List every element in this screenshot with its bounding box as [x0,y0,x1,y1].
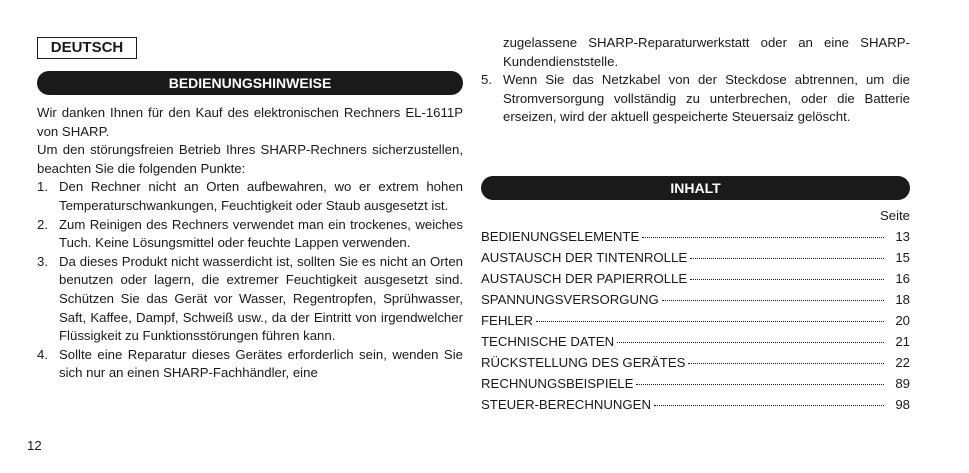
toc-entry [481,270,910,291]
list-item [481,71,910,127]
list-number: 3. [37,253,48,269]
toc-entry-page: 13 [895,229,910,244]
intro-paragraph-1: Wir danken Ihnen für den Kauf des elektronischen Rechners EL-1611P von SHARP. [37,105,463,139]
page-number: 12 [27,438,42,453]
list-text: Da dieses Produkt nicht wasserdicht ist, sollten Sie es nicht an Orten benutzen oder lagern, die extremer Feuchtigkeit ausgesetzt sind. Schützen Sie das Gerät vor Wasser, Regentropfen, Sprühwasser, Saft, Kaffee, Dampf, Schweiß usw., da der Eintritt von irgendwelcher Flüssigkeit zu Funktionsstörungen führen kann. [59,253,463,344]
toc-entry-title: AUSTAUSCH DER PAPIERROLLE [481,271,688,286]
toc-leader-dots [642,237,884,238]
item-4-continuation: zugelassene SHARP-Reparaturwerkstatt oder an eine SHARP-Kundendienststelle. [503,35,910,69]
toc-entry [481,333,910,354]
toc-entry-page: 15 [895,250,910,265]
toc-entry-page: 21 [895,334,910,349]
toc-leader-dots [536,321,884,322]
toc-entry-page: 89 [895,376,910,391]
toc-entry-page: 16 [895,271,910,286]
section-heading-inhalt: INHALT [481,176,910,200]
list-text: Zum Reinigen des Rechners verwendet man ein trockenes, weiches Tuch. Keine Lösungsmittel oder feuchte Lappen verwenden. [59,216,463,251]
toc-leader-dots [662,300,884,301]
toc-entry-page: 22 [895,355,910,370]
table-of-contents [481,207,910,417]
list-item [37,216,463,253]
toc-entry-title: SPANNUNGSVERSORGUNG [481,292,659,307]
toc-entry [481,312,910,333]
left-column [37,104,463,383]
toc-entry-page: 20 [895,313,910,328]
list-number: 2. [37,216,48,232]
section-heading-bedienungshinweise: BEDIENUNGSHINWEISE [37,71,463,95]
language-label: DEUTSCH [37,37,137,59]
list-item [37,346,463,383]
list-number: 4. [37,346,48,362]
toc-entry-title: FEHLER [481,313,534,328]
list-text: Den Rechner nicht an Orten aufbewahren, wo er extrem hohen Temperaturschwankungen, Feuchtigkeit oder Staub ausgesetzt ist. [59,179,463,213]
list-number: 1. [37,179,48,195]
instruction-list-continued [481,71,910,127]
toc-entry-page: 98 [895,397,910,412]
toc-entry-title: TECHNISCHE DATEN [481,334,615,349]
right-column [481,34,910,127]
toc-entry-title: STEUER-BERECHNUNGEN [481,397,651,412]
toc-entry-title: RÜCKSTELLUNG DES GERÄTES [481,355,686,370]
list-text: Wenn Sie das Netzkabel von der Steckdose abtrennen, um die Stromversorgung vollständig zu unterbrechen, oder die Batterie erseizen, wird der aktuell gespeicherte Steuersaiz gelöscht. [503,72,910,125]
list-item [37,178,463,215]
instruction-list [37,178,463,383]
list-number: 5. [481,72,492,88]
toc-leader-dots [636,384,884,385]
toc-leader-dots [690,258,884,259]
toc-entry-title: BEDIENUNGSELEMENTE [481,229,640,244]
toc-entry [481,228,910,249]
toc-leader-dots [654,405,884,406]
toc-entry-title: RECHNUNGSBEISPIELE [481,376,634,391]
list-item [37,253,463,346]
toc-entry [481,249,910,270]
toc-entry [481,291,910,312]
list-text: Sollte eine Reparatur dieses Gerätes erforderlich sein, wenden Sie sich nur an einen SHARP-Fachhändler, eine [59,346,463,381]
intro-paragraph-2: Um den störungsfreien Betrieb Ihres SHARP-Rechners sicherzustellen, beachten Sie die folgenden Punkte: [37,142,463,176]
toc-page-column-label: Seite [879,208,910,223]
toc-entry [481,354,910,375]
toc-entry-page: 18 [895,292,910,307]
toc-entry-title: AUSTAUSCH DER TINTENROLLE [481,250,688,265]
toc-leader-dots [690,279,884,280]
toc-entry [481,396,910,417]
toc-leader-dots [617,342,884,343]
toc-leader-dots [688,363,884,364]
toc-entry [481,375,910,396]
